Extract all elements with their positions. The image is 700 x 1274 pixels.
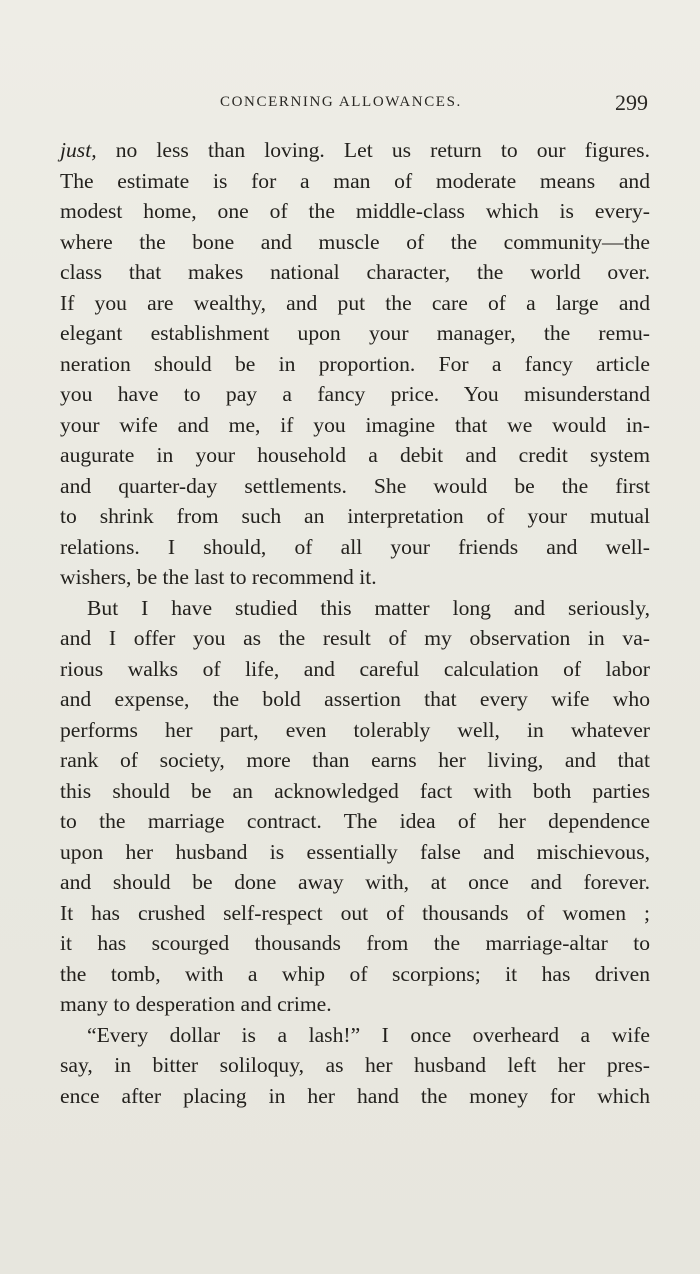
text-line: say, in bitter soliloquy, as her husband left her pres- [60,1053,650,1077]
text-line: where the bone and muscle of the community—the [60,229,650,254]
paragraph-3 [60,1020,650,1112]
text-line: rious walks of life, and careful calculation of labor [60,656,650,681]
text-line: modest home, one of the middle-class which is every- [60,199,650,223]
text-line: wishers, be the last to recommend it. [60,565,377,589]
text-line: augurate in your household a debit and credit system [60,443,650,467]
text-line: elegant establishment upon your manager, the remu- [60,321,650,345]
page-header [60,90,650,126]
text-line: rank of society, more than earns her living, and that [60,748,650,772]
text-line: this should be an acknowledged fact with both parties [60,778,650,803]
page-number: 299 [615,90,648,115]
text-line: many to desperation and crime. [60,992,332,1016]
text-line: to shrink from such an interpretation of your mutual [60,504,650,528]
text-line: just, no less than loving. Let us return to our figures. [60,138,650,162]
text-line: your wife and me, if you imagine that we would in- [60,412,650,437]
text-line: and expense, the bold assertion that every wife who [60,687,650,711]
text-line: upon her husband is essentially false and mischievous, [60,839,650,864]
text-line: and should be done away with, at once and forever. [60,870,650,894]
text-line: and I offer you as the result of my observation in va- [60,626,650,650]
body-text [60,135,650,1111]
text-line: neration should be in proportion. For a fancy article [60,351,650,376]
text-line: and quarter-day settlements. She would be the first [60,473,650,498]
text-line: you have to pay a fancy price. You misunderstand [60,382,650,406]
text-line: the tomb, with a whip of scorpions; it has driven [60,961,650,986]
text-line: But I have studied this matter long and seriously, [87,595,650,620]
text-line: It has crushed self-respect out of thousands of women ; [60,900,650,925]
running-head: CONCERNING ALLOWANCES. [220,94,462,110]
text-line: it has scourged thousands from the marriage-altar to [60,931,650,955]
text-line: relations. I should, of all your friends and well- [60,534,650,559]
paragraph-2 [60,593,650,1020]
text-line: The estimate is for a man of moderate means and [60,168,650,193]
text-line: performs her part, even tolerably well, in whatever [60,717,650,742]
text-line: “Every dollar is a lash!” I once overheard a wife [87,1022,650,1047]
text-line: class that makes national character, the world over. [60,260,650,284]
text-line: ence after placing in her hand the money for which [60,1083,650,1108]
text-line: to the marriage contract. The idea of her dependence [60,809,650,833]
italic-word: just, [60,138,97,162]
text-line: If you are wealthy, and put the care of a large and [60,290,650,315]
paragraph-1 [60,135,650,593]
